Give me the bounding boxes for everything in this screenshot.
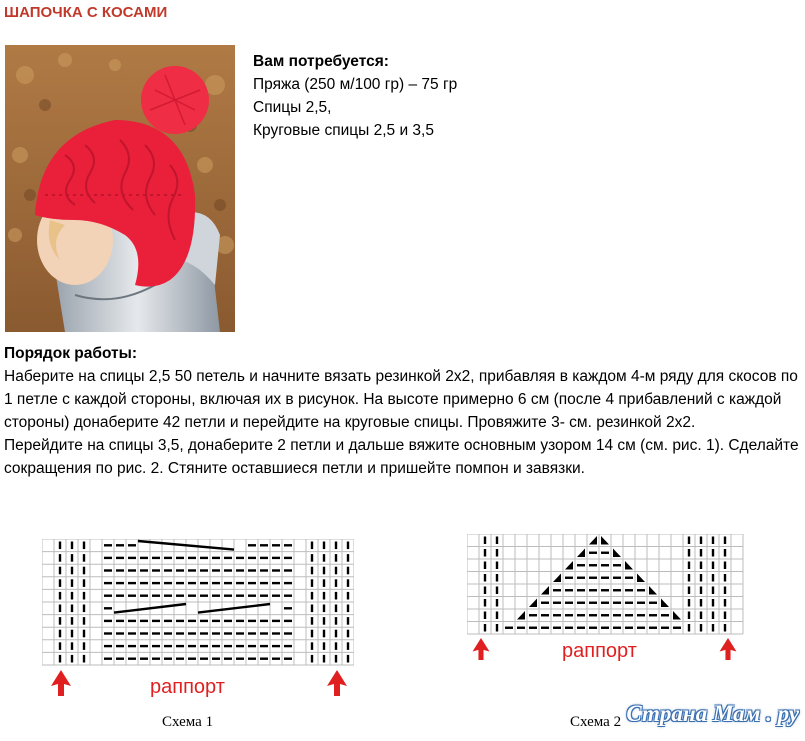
procedure-paragraph: Наберите на спицы 2,5 50 петель и начните вязать резинкой 2х2, прибавляя в каждом 4-м ряду для скосов по 1 петле с каждой стороны, включая их в рисунок. На высоте примерно 6 см (после 4 прибавлений с каждой стороны) донаберите 42 петли и перейдите на круговые спицы. Провяжите 3- см. резинкой 2х2. xyxy=(4,368,798,431)
rapport-label: раппорт xyxy=(150,676,225,698)
decrease-mark xyxy=(529,599,537,608)
decrease-mark xyxy=(673,611,681,620)
knitting-chart-2 xyxy=(467,534,744,637)
requirement-item: Пряжа (250 м/100 гр) – 75 гр xyxy=(253,76,458,93)
chart-2-caption: Схема 2 xyxy=(570,714,622,730)
procedure-heading: Порядок работы: xyxy=(4,345,138,362)
decrease-mark xyxy=(565,561,573,570)
decrease-mark xyxy=(553,574,561,583)
knitting-chart-1 xyxy=(42,539,354,669)
arrow-up-icon xyxy=(719,638,737,660)
chart-1-caption: Схема 1 xyxy=(162,714,214,730)
decrease-mark xyxy=(601,536,609,545)
decrease-mark xyxy=(517,611,525,620)
decrease-mark xyxy=(637,574,645,583)
requirement-item: Круговые спицы 2,5 и 3,5 xyxy=(253,122,434,139)
requirement-item: Спицы 2,5, xyxy=(253,99,332,116)
decrease-mark xyxy=(541,586,549,595)
decrease-mark xyxy=(661,599,669,608)
procedure-paragraph: Перейдите на спицы 3,5, донаберите 2 петли и дальше вяжите основным узором 14 см (см. рис. 1). Сделайте сокращения по рис. 2. Стяните оставшиеся петли и пришейте помпон и завязки. xyxy=(4,437,799,477)
decrease-mark xyxy=(577,549,585,558)
page-title: ШАПОЧКА С КОСАМИ xyxy=(4,4,168,21)
requirements-block xyxy=(253,50,457,142)
decrease-mark xyxy=(625,561,633,570)
arrow-up-icon xyxy=(472,638,490,660)
requirements-heading: Вам потребуется: xyxy=(253,53,389,70)
arrow-up-icon xyxy=(51,670,71,696)
hat-photo xyxy=(5,45,235,332)
rapport-label: раппорт xyxy=(562,640,637,662)
procedure-block xyxy=(4,342,802,480)
decrease-mark xyxy=(649,586,657,595)
decrease-mark xyxy=(613,549,621,558)
decrease-mark xyxy=(589,536,597,545)
watermark-logo: Страна Мам . ру xyxy=(626,701,799,726)
arrow-up-icon xyxy=(327,670,347,696)
